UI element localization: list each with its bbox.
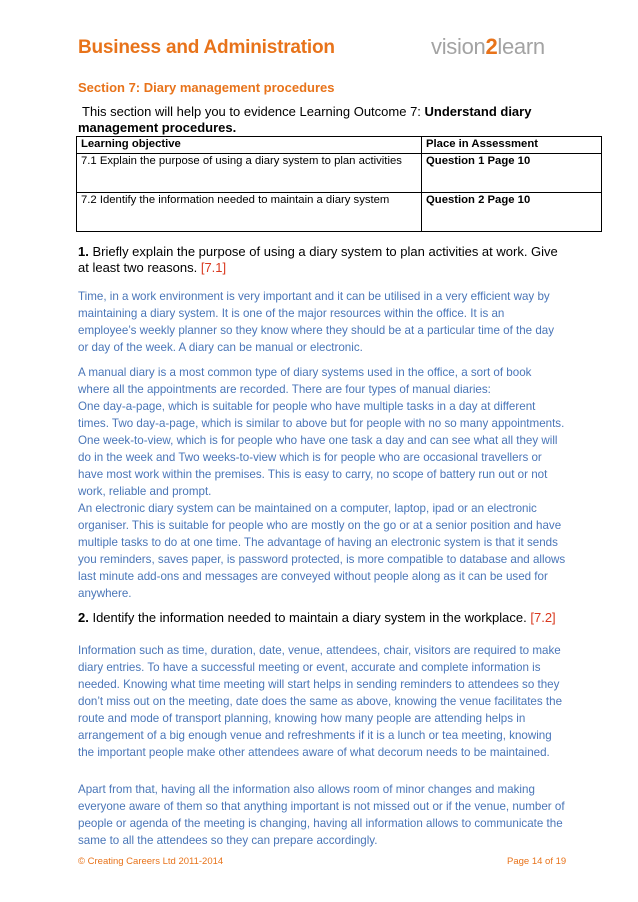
answer-1-paragraph-2-body: One day-a-page, which is suitable for people who have multiple tasks in a day at different times. Two day-a-page, which is similar to above but for people with no so many appointments. One week-to-view, which is for people who have one task a day and can see what all they will do in the week and Two weeks-to-view which is for people who are occasional travellers or have most work within the premises. This is easy to carry, no scope of battery run out or not work, reliable and prompt. [78,400,565,498]
answer-1-paragraph-1: Time, in a work environment is very important and it can be utilised in a very efficient way by maintaining a diary system. It is one of the major resources within the office. It is an employee’s weekly planner so they know where they should be at a particular time of the day or day of the week. A diary can be manual or electronic. [78,290,555,354]
logo-text-vision: vision [431,34,486,59]
table-cell-objective: 7.1 Explain the purpose of using a diary system to plan activities [77,154,422,193]
answer-1-paragraph-2-intro: A manual diary is a most common type of diary systems used in the office, a sort of book where all the appointments are recorded. There are four types of manual diaries: [78,366,532,396]
intro-text: This section will help you to evidence Learning Outcome 7: [82,104,425,119]
question-2-number: 2. [78,610,89,625]
logo-text-2: 2 [485,34,498,59]
question-2-reference: [7.2] [530,610,556,625]
question-2 [78,610,558,626]
logo-text-learn: learn [497,34,545,59]
intro-paragraph [78,104,548,136]
intro-outcome: Understand diary management procedures [78,104,532,135]
answer-2-paragraph-1: Information such as time, duration, date, venue, attendees, chair, visitors are required to make diary entries. To have a successful meeting or event, accurate and complete information is needed. Knowing what time meeting will start helps in sending reminders to attendees so they don’t miss out on the meeting, date does the same as above, knowing the venue facilitates the route and mode of transport planning, knowing how many people are attending helps in arrangement of a big enough venue and refreshments if it is a lunch or tea meeting, knowing the important people make other attendees aware of what decorum needs to be maintained. [78,644,563,759]
table-row [77,193,602,232]
table-header-place: Place in Assessment [422,137,602,154]
question-1 [78,244,558,276]
answer-1-paragraph-2 [78,364,566,500]
question-1-number: 1. [78,244,89,259]
document-title: Business and Administration [78,37,335,58]
table-cell-place: Question 2 Page 10 [422,193,602,232]
table-cell-objective: 7.2 Identify the information needed to maintain a diary system [77,193,422,232]
table-header-row [77,137,602,154]
footer-copyright: © Creating Careers Ltd 2011-2014 [78,856,224,867]
objectives-table [76,136,602,232]
table-header-objective: Learning objective [77,137,422,154]
section-heading: Section 7: Diary management procedures [78,80,335,95]
answer-1-paragraph-3: An electronic diary system can be maintained on a computer, laptop, ipad or an electronic organiser. This is suitable for people who are mostly on the go or at a senior position and have multiple tasks to do at one time. The advantage of having an electronic system is that it sends you reminders, saves paper, is password protected, is more compatible to database and allows last minute add-ons and messages are conveyed without people along as it can be used for anywhere. [78,502,566,600]
question-2-text: Identify the information needed to maintain a diary system in the workplace. [88,610,531,625]
table-row [77,154,602,193]
intro-end: . [232,120,237,135]
vision2learn-logo [431,34,545,60]
question-1-text: Briefly explain the purpose of using a diary system to plan activities at work. Give at least two reasons. [78,244,558,275]
table-cell-place: Question 1 Page 10 [422,154,602,193]
footer-page-number: Page 14 of 19 [507,856,567,867]
question-1-reference: [7.1] [200,260,227,275]
answer-2-paragraph-2: Apart from that, having all the information also allows room of minor changes and making everyone aware of them so that anything important is not missed out or if the venue, number of people or agenda of the meeting is changing, having all information allows to communicate the same to all the attendees so they can prepare accordingly. [78,783,565,847]
